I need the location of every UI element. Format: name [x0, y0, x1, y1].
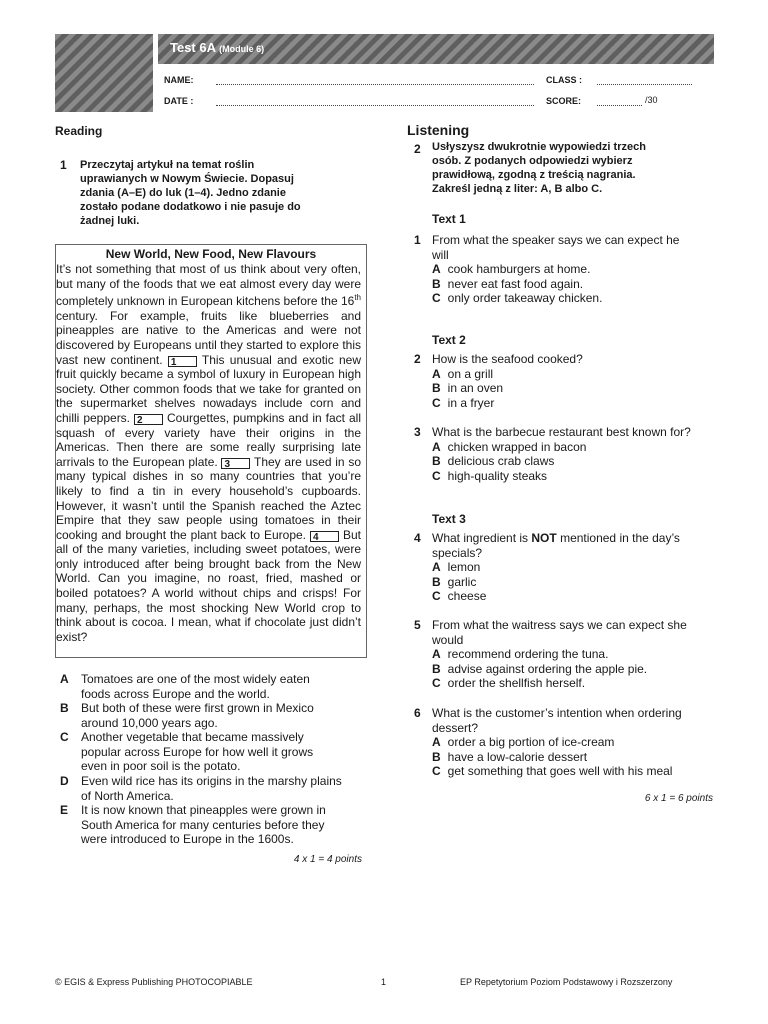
option-letter: A [432, 735, 441, 750]
answer-option-a[interactable] [432, 560, 722, 575]
instruction-line: Usłyszysz dwukrotnie wypowiedzi trzech [432, 141, 646, 153]
name-field[interactable] [216, 76, 534, 85]
answer-option-b[interactable] [432, 575, 722, 590]
option-line: popular across Europe for how well it grows [81, 744, 314, 759]
gap-3-box[interactable]: 3 [221, 458, 250, 469]
option-line: Even wild rice has its origins in the marshy plains [81, 774, 342, 788]
question-6 [432, 706, 732, 779]
option-letter: A [432, 560, 441, 575]
question-4-number: 4 [414, 531, 421, 545]
article-text: It’s not something that most of us think about very often, but many of the foods that we eat almost every day were completely unknown in European kitchens before the 16 [56, 262, 361, 309]
question-line: will [432, 247, 449, 262]
option-text: advise against ordering the apple pie. [447, 661, 648, 676]
question-line: would [432, 632, 464, 647]
text-2-heading: Text 2 [432, 333, 466, 347]
listening-title: Listening [407, 122, 470, 138]
question-1-number: 1 [414, 233, 421, 247]
answer-option-b[interactable] [432, 662, 722, 677]
option-letter: A [60, 672, 69, 686]
option-letter: B [432, 749, 441, 764]
question-line [432, 531, 722, 546]
question-line: specials? [432, 545, 483, 560]
option-line: were introduced to Europe in the 1600s. [81, 832, 294, 847]
answer-option-c[interactable] [432, 396, 722, 411]
question-line: What is the customer’s intention when ordering [432, 706, 682, 720]
answer-option-b[interactable] [432, 750, 732, 765]
question-text: What ingredient is [432, 531, 532, 545]
question-line: From what the speaker says we can expect he [432, 233, 680, 247]
question-3-number: 3 [414, 425, 421, 439]
article-text: But all of the many varieties, including sweet potatoes, were only introduced after being brought back from the New World. Can you imagine, no roast, fried, mashed or boiled potatoes? A world without chips and crisps! For many, perhaps, the most shocking New World crop to think about is cocoa. I mean, what if chocolate just didn’t exist? [56, 527, 361, 644]
reading-task-number: 1 [60, 158, 67, 172]
option-letter: A [432, 366, 441, 381]
option-line: foods across Europe and the world. [81, 686, 270, 701]
question-6-number: 6 [414, 706, 421, 720]
option-letter: C [432, 291, 441, 306]
class-label: CLASS : [546, 75, 582, 85]
answer-option-a[interactable] [432, 262, 722, 277]
option-letter: B [432, 574, 441, 589]
question-1 [432, 233, 722, 306]
answer-option-a[interactable] [432, 440, 722, 455]
article-superscript: th [354, 293, 361, 303]
option-text: cook hamburgers at home. [447, 262, 591, 277]
listening-instructions [432, 140, 722, 196]
option-line: South America for many centuries before they [81, 817, 325, 832]
answer-option-c[interactable] [432, 764, 732, 779]
reading-option-d [60, 774, 370, 803]
option-text: only order takeaway chicken. [447, 291, 603, 306]
option-letter: C [432, 589, 441, 604]
question-text: mentioned in the day’s [556, 531, 680, 545]
test-title-text: Test 6A [170, 40, 216, 55]
option-text: on a grill [447, 366, 494, 381]
footer-copyright: © EGIS & Express Publishing PHOTOCOPIABLE [55, 977, 253, 987]
option-text: chicken wrapped in bacon [447, 439, 587, 454]
gap-1-box[interactable]: 1 [168, 356, 197, 367]
option-letter: B [432, 276, 441, 291]
option-line: Tomatoes are one of the most widely eaten [81, 672, 310, 686]
option-letter: C [432, 395, 441, 410]
option-text: lemon [447, 560, 481, 575]
answer-option-b[interactable] [432, 454, 722, 469]
page-number: 1 [381, 977, 387, 987]
module-label: (Module 6) [219, 44, 265, 54]
article-body [56, 262, 361, 644]
option-letter: C [60, 730, 69, 744]
date-label: DATE : [164, 96, 194, 106]
question-line: How is the seafood cooked? [432, 352, 583, 366]
answer-option-a[interactable] [432, 735, 732, 750]
gap-4-box[interactable]: 4 [310, 531, 339, 542]
option-text: have a low-calorie dessert [447, 749, 588, 764]
reading-option-e [60, 803, 370, 847]
answer-option-b[interactable] [432, 381, 722, 396]
text-1-heading: Text 1 [432, 212, 466, 226]
question-emphasis: NOT [531, 531, 557, 545]
option-letter: A [432, 439, 441, 454]
question-2-number: 2 [414, 352, 421, 366]
question-4 [432, 531, 722, 604]
instruction-line: zdania (A–E) do luk (1–4). Jedno zdanie [80, 187, 286, 199]
test-title [170, 40, 264, 55]
article-text: They are used in so many typical dishes in so many countries that you’re likely to find a tin in every household’s cupboards. However, it wasn’t until the Spanish reached the Aztec Empire that they saw people using tomatoes in their cooking and brought the plant back to Europe. [56, 454, 361, 542]
question-5-number: 5 [414, 618, 421, 632]
option-line: around 10,000 years ago. [81, 715, 218, 730]
score-total: /30 [645, 95, 658, 105]
instruction-line: zostało podane dodatkowo i nie pasuje do [80, 201, 301, 213]
option-text: order a big portion of ice-cream [447, 735, 615, 750]
reading-title: Reading [55, 124, 103, 138]
option-text: recommend ordering the tuna. [447, 647, 609, 662]
article-text: This unusual and exotic new fruit quickly became a symbol of luxury in European high society. Other common foods that we take for granted on the supermarket shelves nowadays include corn and chilli peppers. [56, 352, 361, 425]
instruction-line: Przeczytaj artykuł na temat roślin [80, 159, 255, 171]
listening-task-number: 2 [414, 142, 421, 156]
question-2 [432, 352, 722, 410]
question-3 [432, 425, 722, 483]
article-title: New World, New Food, New Flavours [105, 247, 317, 261]
question-line: From what the waitress says we can expect she [432, 618, 687, 632]
instruction-line: prawidłową, zgodną z treścią nagrania. [432, 169, 636, 181]
option-text: never eat fast food again. [447, 276, 584, 291]
text-3-heading: Text 3 [432, 512, 466, 526]
option-text: in an oven [447, 381, 504, 396]
option-letter: C [432, 764, 441, 779]
answer-option-c[interactable] [432, 469, 722, 484]
score-field[interactable] [597, 97, 642, 106]
option-letter: B [60, 701, 69, 715]
option-text: order the shellfish herself. [447, 676, 586, 691]
question-line: dessert? [432, 720, 479, 735]
option-letter: B [432, 381, 441, 396]
gap-2-box[interactable]: 2 [134, 414, 163, 425]
instruction-line: uprawianych w Nowym Świecie. Dopasuj [80, 173, 294, 185]
answer-option-a[interactable] [432, 647, 722, 662]
reading-instructions [80, 158, 370, 228]
answer-option-a[interactable] [432, 367, 722, 382]
listening-points: 6 x 1 = 6 points [644, 793, 713, 804]
option-letter: A [432, 647, 441, 662]
option-line: It is now known that pineapples were grown in [81, 803, 326, 817]
answer-option-c[interactable] [432, 676, 722, 691]
option-text: garlic [447, 574, 477, 589]
option-line: But both of these were first grown in Mexico [81, 701, 314, 715]
option-text: delicious crab claws [447, 454, 555, 469]
option-letter: D [60, 774, 69, 788]
reading-option-a [60, 672, 370, 701]
option-letter: B [432, 454, 441, 469]
reading-option-c [60, 730, 370, 774]
option-letter: E [60, 803, 69, 817]
instruction-line: żadnej luki. [80, 215, 140, 227]
article-text: Courgettes, pumpkins and in fact all squash of every variety have their origins in the Americas. Then there are some really surprising late arrivals to the European plate. [56, 410, 361, 469]
name-label: NAME: [164, 75, 194, 85]
footer-book-title: EP Repetytorium Poziom Podstawowy i Rozszerzony [460, 977, 673, 987]
article-text: century. For example, fruits like blueberries and pineapples are native to the Americas and were not discovered by Europeans until they started to explore this vast new continent. [56, 308, 361, 367]
score-label: SCORE: [546, 96, 582, 106]
option-letter: C [432, 676, 441, 691]
date-field[interactable] [216, 97, 534, 106]
option-line: of North America. [81, 788, 174, 803]
option-line: Another vegetable that became massively [81, 730, 304, 744]
answer-option-c[interactable] [432, 589, 722, 604]
option-text: high-quality steaks [447, 468, 548, 483]
option-line: even in poor soil is the potato. [81, 759, 241, 774]
answer-option-c[interactable] [432, 291, 722, 306]
header-stripe-block [55, 34, 153, 112]
reading-option-b [60, 701, 370, 730]
question-line: What is the barbecue restaurant best known for? [432, 425, 691, 439]
option-text: cheese [447, 589, 487, 604]
class-field[interactable] [597, 76, 692, 85]
question-5 [432, 618, 722, 691]
answer-option-b[interactable] [432, 277, 722, 292]
option-text: in a fryer [447, 395, 495, 410]
option-letter: A [432, 262, 441, 277]
option-text: get something that goes well with his meal [447, 764, 673, 779]
option-letter: B [432, 661, 441, 676]
instruction-line: Zakreśl jedną z liter: A, B albo C. [432, 183, 603, 195]
instruction-line: osób. Z podanych odpowiedzi wybierz [432, 155, 633, 167]
reading-points: 4 x 1 = 4 points [293, 854, 362, 865]
option-letter: C [432, 468, 441, 483]
